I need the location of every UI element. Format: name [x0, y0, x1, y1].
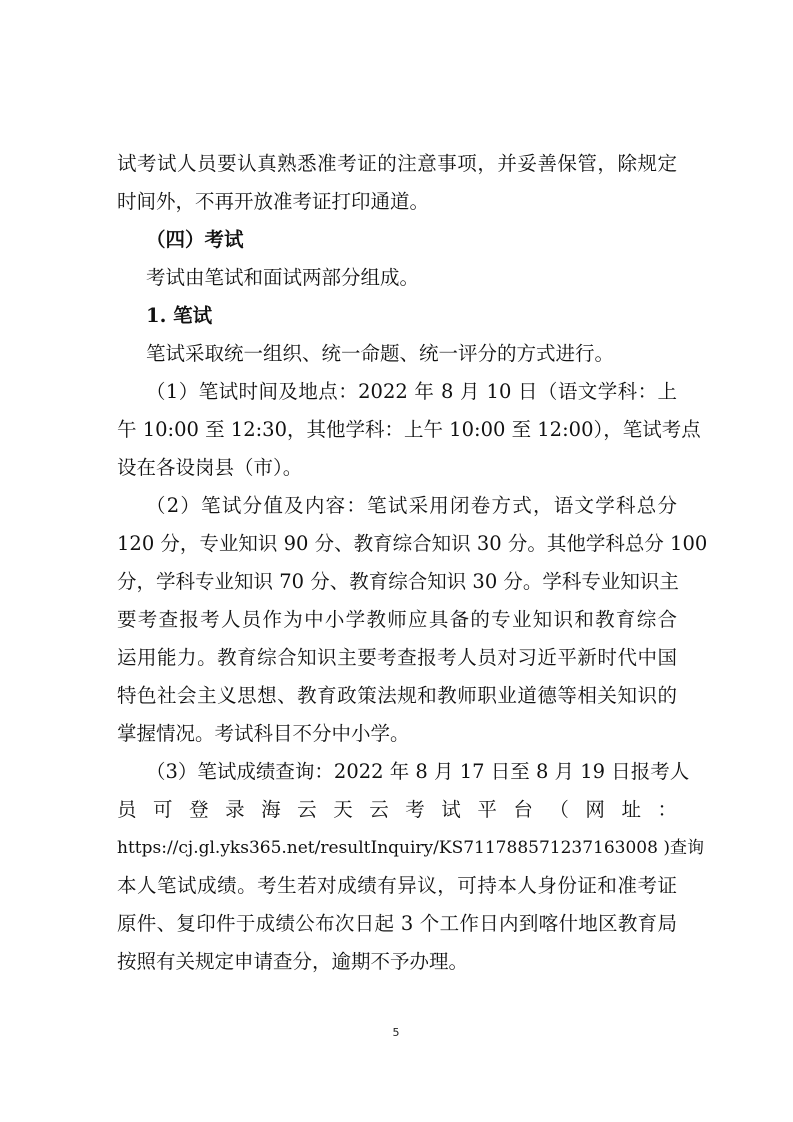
body-text-line: 分，学科专业知识 70 分、教育综合知识 30 分。学科专业知识主 — [117, 570, 679, 593]
body-text-line: （3）笔试成绩查询：2022 年 8 月 17 日至 8 月 19 日报考人 — [146, 760, 690, 783]
body-text-line: 笔试采取统一组织、统一命题、统一评分的方式进行。 — [146, 342, 615, 365]
body-text-line: （2）笔试分值及内容：笔试采用闭卷方式，语文学科总分 — [146, 494, 677, 517]
body-text-line: 运用能力。教育综合知识主要考查报考人员对习近平新时代中国 — [117, 646, 677, 669]
body-text-line: 考试由笔试和面试两部分组成。 — [146, 266, 420, 289]
body-text-line: 员 可 登 录 海 云 天 云 考 试 平 台 （ 网 址 ： — [117, 798, 677, 821]
body-text-line: https://cj.gl.yks365.net/resultInquiry/KS711788571237163008 )查询 — [117, 838, 704, 858]
section-heading: （四）考试 — [146, 228, 244, 251]
body-text-line: 午 10:00 至 12:30，其他学科：上午 10:00 至 12:00），笔试考点 — [117, 418, 701, 441]
body-text-line: 本人笔试成绩。考生若对成绩有异议，可持本人身份证和准考证 — [117, 874, 677, 897]
body-text-line: 120 分，专业知识 90 分、教育综合知识 30 分。其他学科总分 100 — [117, 532, 708, 555]
body-text-line: 原件、复印件于成绩公布次日起 3 个工作日内到喀什地区教育局 — [117, 912, 677, 935]
body-text-line: 要考查报考人员作为中小学教师应具备的专业知识和教育综合 — [117, 608, 677, 631]
subsection-heading: 1. 笔试 — [146, 304, 213, 327]
body-text-line: 设在各设岗县（市）。 — [117, 456, 303, 479]
body-text-line: 时间外，不再开放准考证打印通道。 — [117, 190, 430, 213]
body-text-line: （1）笔试时间及地点：2022 年 8 月 10 日（语文学科：上 — [146, 380, 677, 403]
body-text-line: 掌握情况。考试科目不分中小学。 — [117, 722, 410, 745]
body-text-line: 特色社会主义思想、教育政策法规和教师职业道德等相关知识的 — [117, 684, 677, 707]
page-number: 5 — [392, 1026, 400, 1039]
body-text-line: 试考试人员要认真熟悉准考证的注意事项，并妥善保管，除规定 — [117, 152, 677, 175]
body-text-line: 按照有关规定申请查分，逾期不予办理。 — [117, 950, 469, 973]
